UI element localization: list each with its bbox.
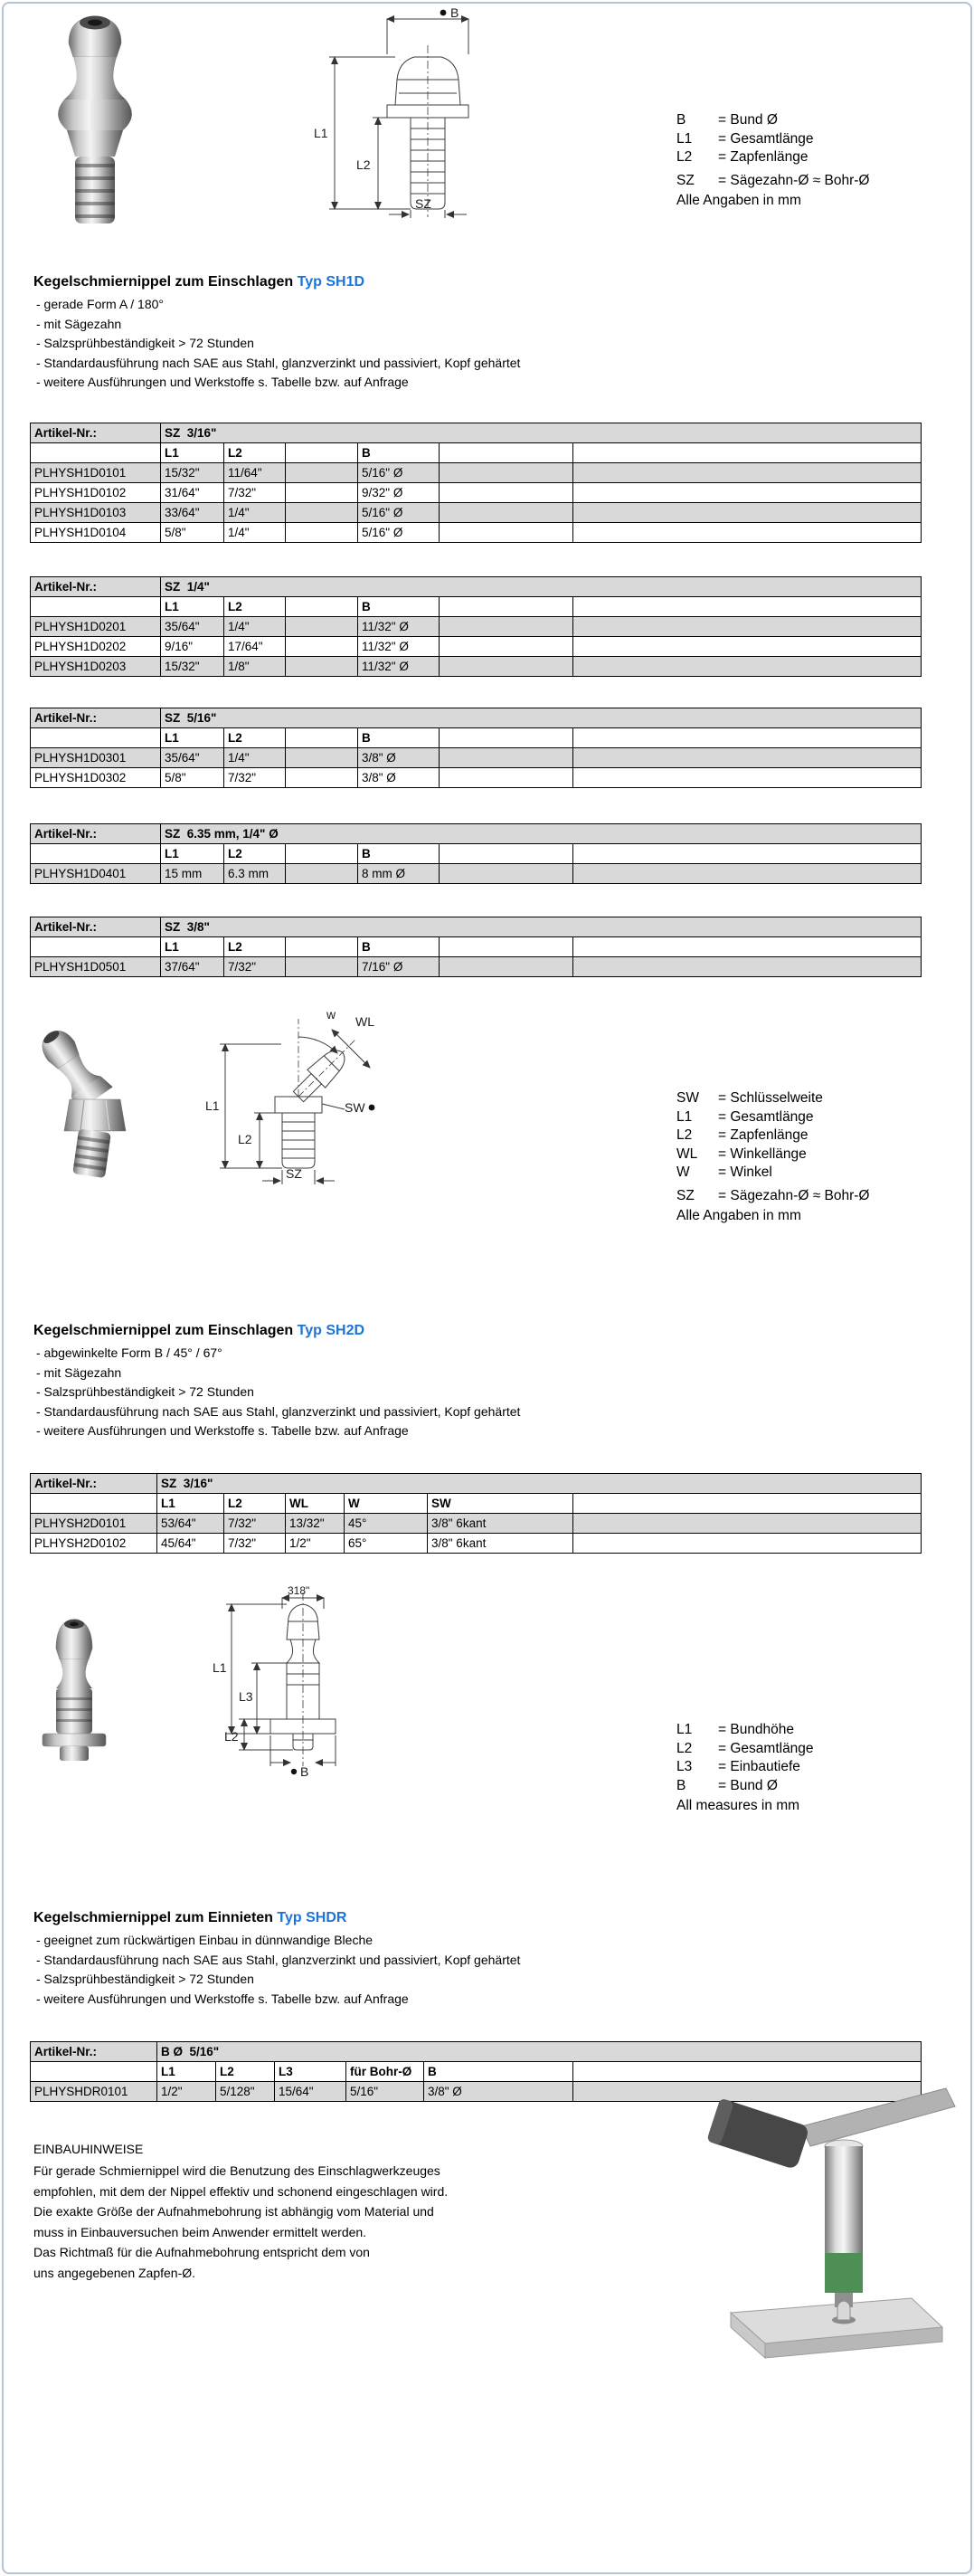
table-cell: [440, 597, 573, 617]
table-cell: [440, 768, 573, 788]
table-cell: 11/32" Ø: [358, 617, 440, 637]
table-cell: 65°: [345, 1534, 428, 1554]
table-cell: [286, 637, 358, 657]
legend-shdr: [676, 1721, 814, 1816]
table-cell: 45°: [345, 1514, 428, 1534]
table-cell: [440, 748, 573, 768]
table-cell: [573, 503, 922, 523]
table-cell: PLHYSH1D0401: [31, 864, 161, 884]
table-row: [31, 1474, 922, 1494]
table-cell: [573, 748, 922, 768]
heading-text: Kegelschmiernippel zum Einschlagen: [33, 1323, 294, 1338]
bullet: - abgewinkelte Form B / 45° / 67°: [36, 1345, 222, 1360]
table-cell: 7/16" Ø: [358, 957, 440, 977]
legend-sh2d: [676, 1089, 869, 1226]
table-row: [31, 1534, 922, 1554]
table-cell: 1/4": [224, 503, 286, 523]
table-cell: L1: [157, 1494, 224, 1514]
section-heading-sh1d: [33, 274, 364, 290]
table-cell: [573, 937, 922, 957]
table-row: [31, 957, 922, 977]
notes-line: empfohlen, mit dem der Nippel effektiv und schonend eingeschlagen wird.: [33, 2183, 449, 2199]
dim-label-sz: SZ: [415, 196, 431, 211]
table-cell: B: [358, 443, 440, 463]
legend-row: L1 = Gesamtlänge: [676, 130, 814, 147]
table-cell: [573, 617, 922, 637]
legend-row: B = Bund Ø: [676, 112, 778, 128]
table-cell: [440, 844, 573, 864]
drawing-straight-nipple: [306, 4, 497, 219]
table-cell: L2: [224, 937, 286, 957]
table-row: [31, 2042, 922, 2062]
table-cell: 15 mm: [161, 864, 224, 884]
notes-line: muss in Einbauversuchen beim Anwender ermittelt werden.: [33, 2224, 367, 2239]
dim-label-wl: WL: [355, 1014, 374, 1029]
punch-grip-green: [825, 2253, 863, 2293]
table-row: [31, 708, 922, 728]
table-cell: 5/128": [216, 2082, 275, 2102]
dim-label-b: B: [450, 5, 459, 20]
hammer-head: [706, 2098, 809, 2171]
table-row: [31, 657, 922, 677]
photo-angled-grease-nipple: [23, 1013, 167, 1181]
bullet: - Salzsprühbeständigkeit > 72 Stunden: [36, 1972, 254, 1986]
table-cell: [286, 957, 358, 977]
table-cell: für Bohr-Ø: [346, 2062, 424, 2082]
table-cell: W: [345, 1494, 428, 1514]
bullet-list-sh2d: [36, 1344, 520, 1441]
table-cell: SZ 3/16": [157, 1474, 922, 1494]
bullet: - geeignet zum rückwärtigen Einbau in dünnwandige Bleche: [36, 1933, 374, 1947]
dim-label-l1: L1: [314, 126, 328, 140]
table-cell: [440, 637, 573, 657]
table-cell: PLHYSH1D0104: [31, 523, 161, 543]
table-cell: PLHYSHDR0101: [31, 2082, 157, 2102]
bullet: - weitere Ausführungen und Werkstoffe s. Tabelle bzw. auf Anfrage: [36, 1991, 409, 2006]
table-row: [31, 523, 922, 543]
drawing-angled-nipple: [194, 1006, 389, 1187]
table-cell: 3/8" 6kant: [428, 1514, 573, 1534]
heading-text: Kegelschmiernippel zum Einnieten: [33, 1910, 273, 1925]
table-cell: Artikel-Nr.:: [31, 1474, 157, 1494]
table-cell: PLHYSH1D0101: [31, 463, 161, 483]
table-cell: PLHYSH1D0201: [31, 617, 161, 637]
section-heading-shdr: [33, 1910, 346, 1926]
table-cell: [440, 937, 573, 957]
table-cell: [440, 957, 573, 977]
table-cell: 11/32" Ø: [358, 637, 440, 657]
table-cell: PLHYSH1D0202: [31, 637, 161, 657]
table-cell: PLHYSH2D0102: [31, 1534, 157, 1554]
table-cell: 5/8": [161, 768, 224, 788]
dim-label-318: 318": [288, 1585, 310, 1597]
table-cell: [31, 443, 161, 463]
table-row: [31, 443, 922, 463]
drawing-rivet-nipple: [206, 1585, 369, 1779]
table-cell: 9/32" Ø: [358, 483, 440, 503]
table-cell: 3/8" Ø: [358, 748, 440, 768]
table-cell: 1/4": [224, 748, 286, 768]
table-cell: L2: [224, 844, 286, 864]
dim-label-b: B: [300, 1764, 309, 1779]
dim-label-l1: L1: [213, 1660, 227, 1675]
table-sh1d-sz-3-8: [30, 917, 922, 977]
installation-notes: [33, 2139, 448, 2283]
table-cell: B: [424, 2062, 573, 2082]
bullet-list-sh1d: [36, 295, 520, 393]
table-cell: 7/32": [224, 1514, 286, 1534]
table-cell: Artikel-Nr.:: [31, 423, 161, 443]
table-row: [31, 768, 922, 788]
table-cell: [440, 443, 573, 463]
table-cell: [286, 864, 358, 884]
legend-row: SZ = Sägezahn-Ø ≈ Bohr-Ø: [676, 172, 870, 188]
table-cell: L2: [224, 1494, 286, 1514]
legend-row: L2 = Zapfenlänge: [676, 149, 809, 165]
bullet: - Salzsprühbeständigkeit > 72 Stunden: [36, 336, 254, 350]
legend-row: L1 = Gesamtlänge: [676, 1108, 814, 1125]
table-cell: 5/16" Ø: [358, 503, 440, 523]
dim-dot: [440, 10, 447, 16]
dim-label-l2: L2: [224, 1729, 239, 1744]
table-row: [31, 864, 922, 884]
table-cell: [573, 443, 922, 463]
table-cell: [440, 483, 573, 503]
table-cell: L3: [275, 2062, 346, 2082]
table-row: [31, 617, 922, 637]
table-sh1d-sz-5-16: [30, 708, 922, 788]
dim-label-sz: SZ: [286, 1166, 302, 1181]
table-cell: [31, 844, 161, 864]
table-row: [31, 597, 922, 617]
table-cell: [31, 937, 161, 957]
table-cell: [286, 523, 358, 543]
table-cell: PLHYSH1D0302: [31, 768, 161, 788]
bullet: - mit Sägezahn: [36, 1364, 122, 1380]
table-cell: 9/16": [161, 637, 224, 657]
bullet: - Standardausführung nach SAE aus Stahl, glanzverzinkt und passiviert, Kopf gehärtet: [36, 1952, 521, 1967]
table-cell: 1/8": [224, 657, 286, 677]
table-row: [31, 844, 922, 864]
table-cell: [286, 748, 358, 768]
bullet: - gerade Form A / 180°: [36, 297, 165, 311]
table-cell: L2: [216, 2062, 275, 2082]
table-cell: PLHYSH1D0102: [31, 483, 161, 503]
table-row: [31, 748, 922, 768]
table-cell: 37/64": [161, 957, 224, 977]
table-row: [31, 463, 922, 483]
table-cell: 35/64": [161, 748, 224, 768]
table-cell: 5/16": [346, 2082, 424, 2102]
table-row: [31, 503, 922, 523]
table-row: [31, 423, 922, 443]
punch-body: [825, 2146, 863, 2253]
photo-straight-grease-nipple: [27, 7, 163, 229]
table-cell: 11/64": [224, 463, 286, 483]
dim-label-l2: L2: [356, 157, 371, 172]
table-cell: [440, 657, 573, 677]
table-cell: 7/32": [224, 768, 286, 788]
legend-row: L1 = Bundhöhe: [676, 1722, 795, 1737]
type-label-shdr: Typ SHDR: [277, 1910, 347, 1925]
table-cell: PLHYSH1D0501: [31, 957, 161, 977]
table-cell: [573, 957, 922, 977]
legend-row: L2 = Zapfenlänge: [676, 1127, 809, 1143]
table-cell: [286, 844, 358, 864]
dim-label-w: w: [326, 1007, 336, 1022]
dim-label-l1: L1: [205, 1098, 220, 1113]
table-cell: [286, 617, 358, 637]
bullet-list-shdr: [36, 1931, 520, 2009]
table-cell: 31/64": [161, 483, 224, 503]
table-cell: L1: [161, 728, 224, 748]
table-cell: 35/64": [161, 617, 224, 637]
table-row: [31, 728, 922, 748]
notes-line: Das Richtmaß für die Aufnahmebohrung entspricht dem von: [33, 2245, 370, 2259]
table-cell: 1/2": [286, 1534, 345, 1554]
legend-row: SZ = Sägezahn-Ø ≈ Bohr-Ø: [676, 1187, 870, 1203]
table-cell: [573, 483, 922, 503]
table-cell: 5/16" Ø: [358, 463, 440, 483]
type-label-sh2d: Typ SH2D: [297, 1323, 365, 1338]
table-row: [31, 917, 922, 937]
table-cell: [286, 463, 358, 483]
table-cell: 7/32": [224, 1534, 286, 1554]
table-row: [31, 577, 922, 597]
table-cell: [286, 597, 358, 617]
notes-line: Die exakte Größe der Aufnahmebohrung ist abhängig vom Material und: [33, 2204, 434, 2219]
legend-row: WL = Winkellänge: [676, 1145, 807, 1162]
table-cell: Artikel-Nr.:: [31, 824, 161, 844]
table-sh2d-sz-3-16: [30, 1473, 922, 1554]
legend-row: SW = Schlüsselweite: [676, 1090, 823, 1106]
table-cell: PLHYSH1D0301: [31, 748, 161, 768]
notes-line: Für gerade Schmiernippel wird die Benutzung des Einschlagwerkzeuges: [33, 2163, 440, 2178]
table-row: [31, 1494, 922, 1514]
table-cell: [440, 463, 573, 483]
table-sh1d-sz-635mm: [30, 823, 922, 884]
table-cell: 15/64": [275, 2082, 346, 2102]
table-cell: [573, 864, 922, 884]
table-cell: [573, 1514, 922, 1534]
table-row: [31, 937, 922, 957]
dim-dot: [291, 1769, 297, 1774]
bullet: - weitere Ausführungen und Werkstoffe s. Tabelle bzw. auf Anfrage: [36, 1423, 409, 1438]
table-cell: B: [358, 937, 440, 957]
table-cell: [573, 1534, 922, 1554]
table-cell: 53/64": [157, 1514, 224, 1534]
table-cell: SZ 3/16": [161, 423, 922, 443]
table-cell: 7/32": [224, 483, 286, 503]
heading-text: Kegelschmiernippel zum Einschlagen: [33, 274, 294, 290]
table-cell: [286, 657, 358, 677]
table-cell: [286, 728, 358, 748]
table-cell: Artikel-Nr.:: [31, 708, 161, 728]
table-cell: B Ø 5/16": [157, 2042, 922, 2062]
table-cell: Artikel-Nr.:: [31, 917, 161, 937]
dim-label-l2: L2: [238, 1132, 252, 1146]
table-cell: 1/4": [224, 523, 286, 543]
type-label-sh1d: Typ SH1D: [297, 274, 365, 290]
bullet: - Standardausführung nach SAE aus Stahl, glanzverzinkt und passiviert, Kopf gehärtet: [36, 1403, 521, 1419]
table-cell: [573, 768, 922, 788]
table-cell: [573, 1494, 922, 1514]
photo-rivet-grease-nipple: [27, 1609, 122, 1764]
table-cell: [440, 523, 573, 543]
table-cell: 7/32": [224, 957, 286, 977]
table-cell: [573, 523, 922, 543]
dim-label-sw: SW: [345, 1100, 365, 1115]
table-cell: [573, 844, 922, 864]
table-cell: [573, 657, 922, 677]
table-cell: 6.3 mm: [224, 864, 286, 884]
dim-dot: [369, 1105, 375, 1111]
table-cell: L2: [224, 728, 286, 748]
table-cell: WL: [286, 1494, 345, 1514]
table-cell: [286, 937, 358, 957]
table-cell: 45/64": [157, 1534, 224, 1554]
table-cell: Artikel-Nr.:: [31, 2042, 157, 2062]
table-cell: SZ 5/16": [161, 708, 922, 728]
table-cell: 11/32" Ø: [358, 657, 440, 677]
table-cell: 5/8": [161, 523, 224, 543]
table-cell: B: [358, 844, 440, 864]
legend-row: L3 = Einbautiefe: [676, 1759, 800, 1774]
bullet: - mit Sägezahn: [36, 316, 122, 331]
bullet: - Standardausführung nach SAE aus Stahl, glanzverzinkt und passiviert, Kopf gehärtet: [36, 355, 521, 370]
table-cell: L1: [157, 2062, 216, 2082]
table-cell: [286, 768, 358, 788]
table-cell: 1/4": [224, 617, 286, 637]
section-heading-sh2d: [33, 1323, 364, 1339]
table-cell: Artikel-Nr.:: [31, 577, 161, 597]
table-cell: L2: [224, 443, 286, 463]
table-cell: [573, 463, 922, 483]
table-cell: [31, 2062, 157, 2082]
table-sh1d-sz-1-4: [30, 576, 922, 677]
table-cell: L2: [224, 597, 286, 617]
table-cell: [440, 503, 573, 523]
table-cell: [573, 637, 922, 657]
table-row: [31, 637, 922, 657]
nipple-in-plate: [837, 2301, 850, 2320]
hammer-handle: [801, 2088, 955, 2146]
legend-note: Alle Angaben in mm: [676, 1208, 801, 1223]
table-cell: [31, 597, 161, 617]
legend-note: Alle Angaben in mm: [676, 193, 801, 208]
table-cell: [31, 728, 161, 748]
legend-row: L2 = Gesamtlänge: [676, 1740, 814, 1756]
table-cell: 8 mm Ø: [358, 864, 440, 884]
notes-line: uns angegebenen Zapfen-Ø.: [33, 2265, 196, 2280]
table-cell: [31, 1494, 157, 1514]
table-cell: 5/16" Ø: [358, 523, 440, 543]
table-cell: PLHYSH1D0103: [31, 503, 161, 523]
table-cell: [440, 617, 573, 637]
table-cell: [286, 483, 358, 503]
legend-row: B = Bund Ø: [676, 1777, 778, 1793]
table-cell: SZ 3/8": [161, 917, 922, 937]
dim-label-l3: L3: [239, 1689, 253, 1704]
table-cell: PLHYSH2D0101: [31, 1514, 157, 1534]
table-cell: PLHYSH1D0203: [31, 657, 161, 677]
legend-row: W = Winkel: [676, 1164, 772, 1180]
installation-illustration: [624, 2079, 959, 2371]
table-cell: [286, 503, 358, 523]
table-cell: [440, 728, 573, 748]
bullet: - Salzsprühbeständigkeit > 72 Stunden: [36, 1384, 254, 1399]
table-cell: SW: [428, 1494, 573, 1514]
table-cell: B: [358, 597, 440, 617]
table-cell: SZ 1/4": [161, 577, 922, 597]
legend-note: All measures in mm: [676, 1798, 800, 1813]
table-cell: L1: [161, 443, 224, 463]
table-cell: 3/8" Ø: [424, 2082, 573, 2102]
table-cell: 13/32": [286, 1514, 345, 1534]
table-cell: L1: [161, 937, 224, 957]
table-cell: [440, 864, 573, 884]
table-cell: [286, 443, 358, 463]
table-cell: 3/8" Ø: [358, 768, 440, 788]
table-cell: 17/64": [224, 637, 286, 657]
table-cell: 3/8" 6kant: [428, 1534, 573, 1554]
table-cell: 15/32": [161, 463, 224, 483]
notes-title: EINBAUHINWEISE: [33, 2142, 144, 2156]
table-sh1d-sz-3-16: [30, 423, 922, 543]
table-cell: 33/64": [161, 503, 224, 523]
table-cell: 15/32": [161, 657, 224, 677]
table-cell: [573, 728, 922, 748]
bullet: - weitere Ausführungen und Werkstoffe s. Tabelle bzw. auf Anfrage: [36, 375, 409, 389]
table-row: [31, 1514, 922, 1534]
table-cell: [573, 597, 922, 617]
table-row: [31, 824, 922, 844]
table-cell: L1: [161, 844, 224, 864]
table-cell: B: [358, 728, 440, 748]
table-cell: L1: [161, 597, 224, 617]
legend-sh1d: [676, 111, 869, 211]
table-cell: SZ 6.35 mm, 1/4" Ø: [161, 824, 922, 844]
table-row: [31, 483, 922, 503]
table-cell: 1/2": [157, 2082, 216, 2102]
